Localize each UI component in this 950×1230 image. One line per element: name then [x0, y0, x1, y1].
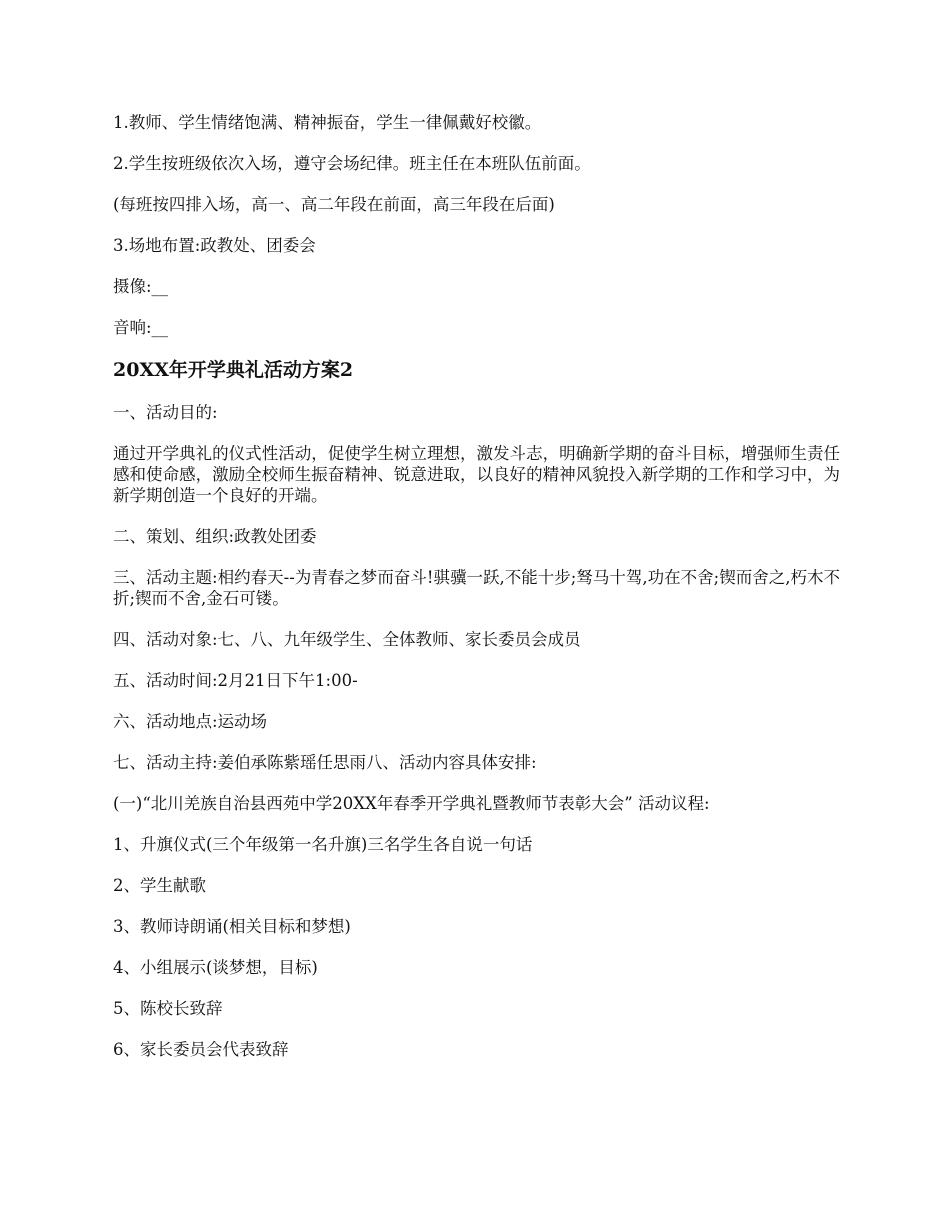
document-body [113, 112, 840, 1080]
list-item: (每班按四排入场，高一、高二年段在前面，高三年段在后面) [113, 195, 555, 214]
agenda-title: (一)“北川羌族自治县西苑中学20XX年春季开学典礼暨教师节表彰大会” 活动议程: [113, 794, 710, 813]
section-organization: 二、策划、组织:政教处团委 [113, 527, 317, 546]
list-item: 1.教师、学生情绪饱满、精神振奋，学生一律佩戴好校徽。 [113, 113, 542, 132]
section-place: 六、活动地点:运动场 [113, 712, 268, 731]
agenda-item: 1、升旗仪式(三个年级第一名升旗)三名学生各自说一句话 [113, 835, 533, 854]
agenda-item: 3、教师诗朗诵(相关目标和梦想) [113, 917, 351, 936]
section-audience: 四、活动对象:七、八、九年级学生、全体教师、家长委员会成员 [113, 630, 581, 649]
section-theme: 三、活动主题:相约春天--为青春之梦而奋斗!骐骥一跃,不能十步;驽马十驾,功在不舍;锲而舍之,朽木不折;锲而不舍,金石可镂。 [113, 568, 840, 608]
section-purpose-body: 通过开学典礼的仪式性活动，促使学生树立理想，激发斗志，明确新学期的奋斗目标，增强师生责任感和使命感，激励全校师生振奋精神、锐意进取，以良好的精神风貌投入新学期的工作和学习中，为新学期创造一个良好的开端。 [113, 444, 840, 505]
agenda-item: 4、小组展示(谈梦想，目标) [113, 958, 318, 977]
list-item: 2.学生按班级依次入场，遵守会场纪律。班主任在本班队伍前面。 [113, 154, 591, 173]
agenda-item: 5、陈校长致辞 [113, 999, 223, 1018]
agenda-item: 6、家长委员会代表致辞 [113, 1040, 289, 1059]
section-host: 七、活动主持:姜伯承陈紫瑶任思雨八、活动内容具体安排: [113, 753, 537, 772]
list-item: 3.场地布置:政教处、团委会 [113, 236, 316, 255]
list-item: 摄像:__ [113, 277, 169, 296]
agenda-item: 2、学生献歌 [113, 876, 206, 895]
section-time: 五、活动时间:2月21日下午1:00- [113, 671, 358, 690]
list-item: 音响:__ [113, 318, 169, 337]
section-heading: 20XX年开学典礼活动方案2 [113, 359, 354, 381]
section-purpose-title: 一、活动目的: [113, 403, 218, 422]
